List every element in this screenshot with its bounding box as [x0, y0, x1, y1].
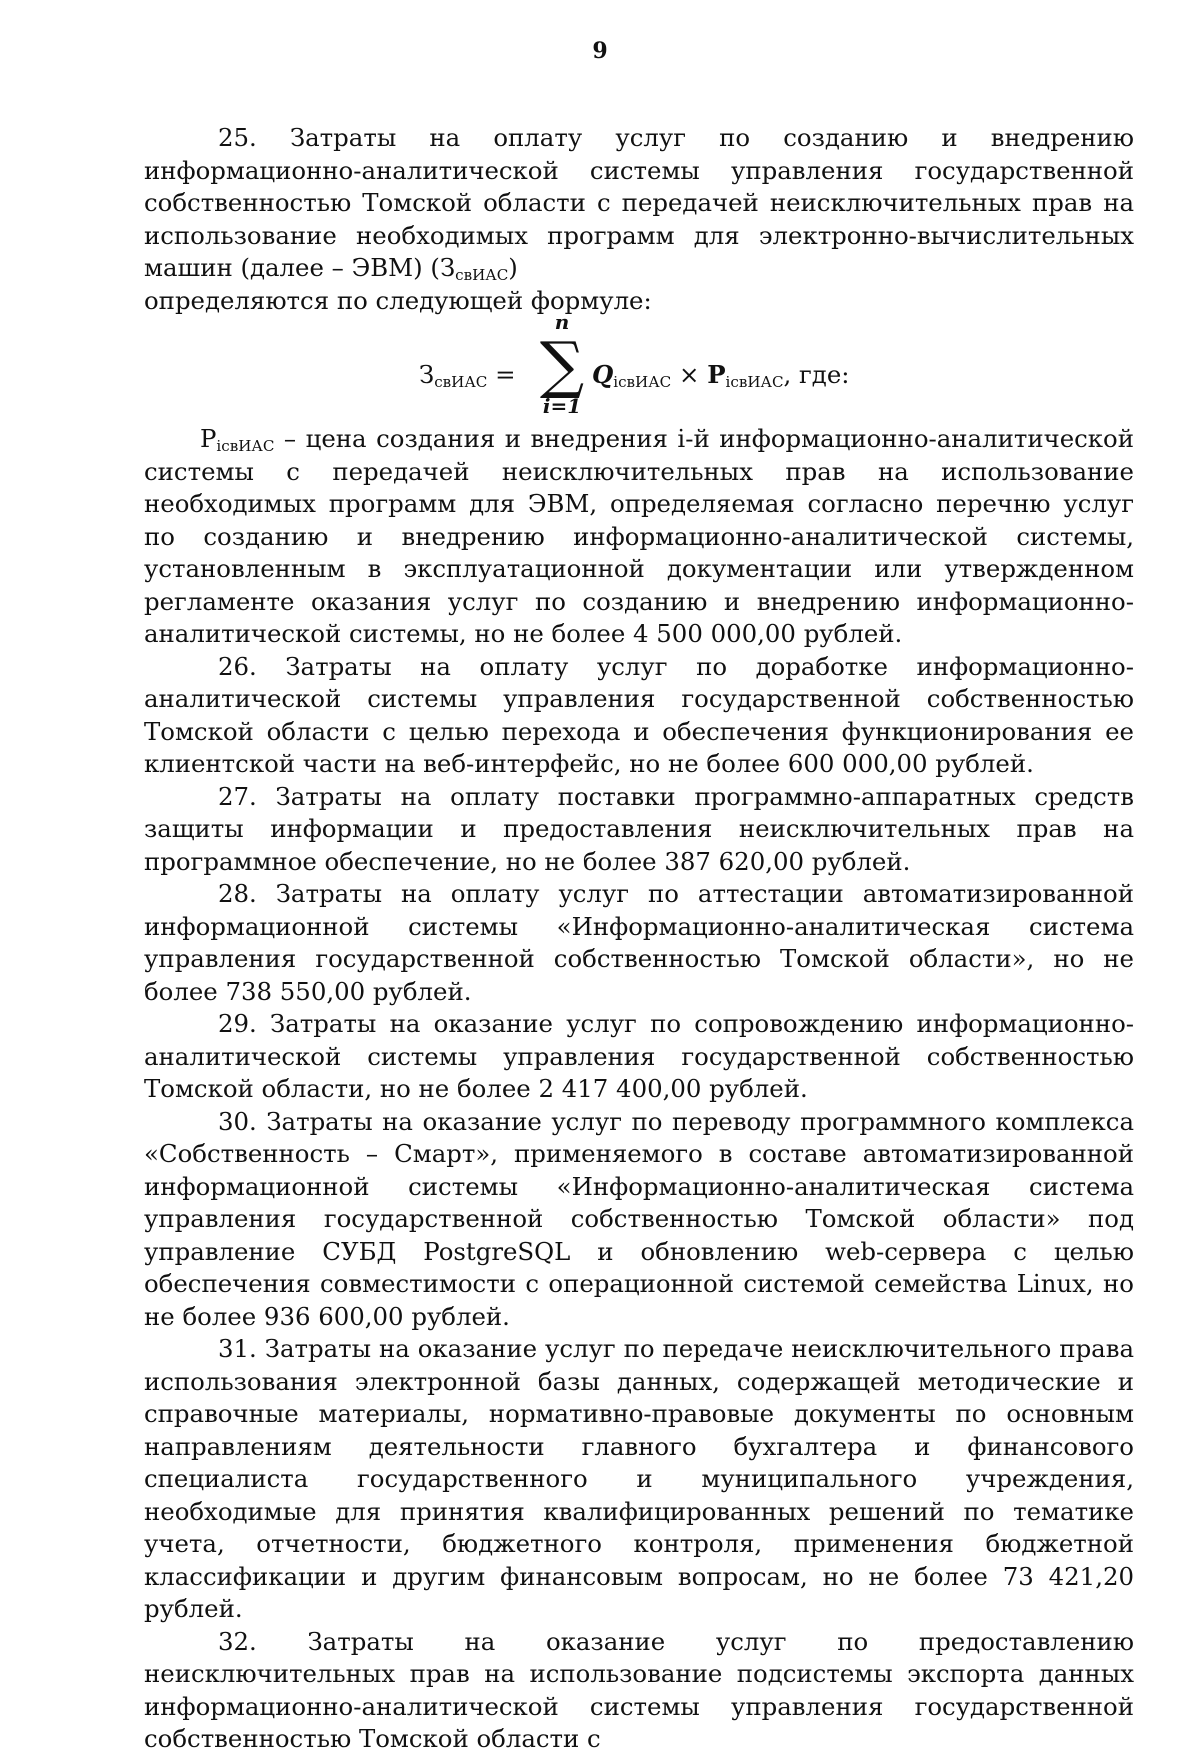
- item-25-subscript: свИАС: [455, 266, 509, 285]
- formula-q: Q: [592, 360, 614, 389]
- paragraph-item-32: 32. Затраты на оказание услуг по предоставлению неисключительных прав на использование подсистемы экспорта данных информационно-аналитической системы управления государственной собственностью Томской области с: [144, 1626, 1134, 1753]
- summation-sign: ∑: [539, 328, 585, 401]
- paragraph-item-30: 30. Затраты на оказание услуг по переводу программного комплекса «Собственность – Смарт», применяемого в составе автоматизированной информационной системы «Информационно-аналитическая система управления государственной собственностью Томской области» под управление СУБД PostgreSQL и обновлению web-сервера с целью обеспечения совместимости с операционной системой семейства Linux, но не более 936 600,00 рублей.: [144, 1106, 1134, 1331]
- cost-formula: [144, 310, 1134, 423]
- paragraph-item-31: 31. Затраты на оказание услуг по передаче неисключительного права использования электронной базы данных, содержащей методические и справочные материалы, нормативно-правовые документы по основным направлениям деятельности главного бухгалтера и финансового специалиста государственного и муниципального учреждения, необходимые для принятия квалифицированных решений по тематике учета, отчетности, бюджетного контроля, применения бюджетной классификации и другим финансовым вопросам, но не более 73 421,20 рублей.: [144, 1334, 1134, 1623]
- paragraph-item-27: 27. Затраты на оплату поставки программно-аппаратных средств защиты информации и предоставления неисключительных прав на программное обеспечение, но не более 387 620,00 рублей.: [144, 781, 1134, 876]
- formula-lhs-subscript: свИАС: [434, 373, 488, 392]
- paragraph-item-26: 26. Затраты на оплату услуг по доработке информационно-аналитической системы управления государственной собственностью Томской области с целью перехода и обеспечения функционирования ее клиентской части на веб-интерфейс, но не более 600 000,00 рублей.: [144, 651, 1134, 778]
- formula-rhs: [592, 359, 849, 392]
- item-25-tail: ): [508, 253, 518, 282]
- item-25-text: 25. Затраты на оплату услуг по созданию и внедрению информационно-аналитической системы управления государственной собственностью Томской области с передачей неисключительных прав на использование необходимых программ для электронно-вычислительных машин (далее – ЭВМ) (З: [144, 123, 1134, 282]
- formula-lhs-symbol: З: [419, 360, 435, 389]
- summation-upper-limit: n: [554, 310, 570, 334]
- formula-lhs: [419, 359, 523, 392]
- summation: [537, 310, 587, 423]
- formula-p-subscript: iсвИАС: [725, 373, 784, 392]
- formula-p: P: [707, 360, 726, 389]
- formula-times: ×: [671, 360, 708, 389]
- paragraph-item-25: [144, 122, 1134, 285]
- formula-equals: =: [487, 360, 524, 389]
- paragraph-definition-p: [144, 423, 1134, 651]
- def-p-symbol: P: [200, 424, 217, 453]
- page-number: 9: [592, 38, 608, 64]
- formula-q-subscript: iсвИАС: [613, 373, 672, 392]
- def-p-subscript: iсвИАС: [216, 437, 275, 456]
- def-p-text: – цена создания и внедрения i-й информационно-аналитической системы с передачей неисключительных прав на использование необходимых программ для ЭВМ, определяемая согласно перечню услуг по созданию и внедрению информационно-аналитической системы, установленным в эксплуатационной документации или утвержденном регламенте оказания услуг по созданию и внедрению информационно-аналитической системы, но не более 4 500 000,00 рублей.: [144, 424, 1134, 648]
- paragraph-item-29: 29. Затраты на оказание услуг по сопровождению информационно-аналитической системы управления государственной собственностью Томской области, но не более 2 417 400,00 рублей.: [144, 1009, 1134, 1103]
- paragraph-item-28: 28. Затраты на оплату услуг по аттестации автоматизированной информационной системы «Информационно-аналитическая система управления государственной собственностью Томской области», но не более 738 550,00 рублей.: [144, 879, 1134, 1006]
- formula-intro: определяются по следующей формуле:: [144, 285, 652, 315]
- formula-where: , где:: [783, 360, 850, 389]
- summation-lower-limit: i=1: [542, 394, 582, 418]
- document-body: [144, 122, 1134, 1756]
